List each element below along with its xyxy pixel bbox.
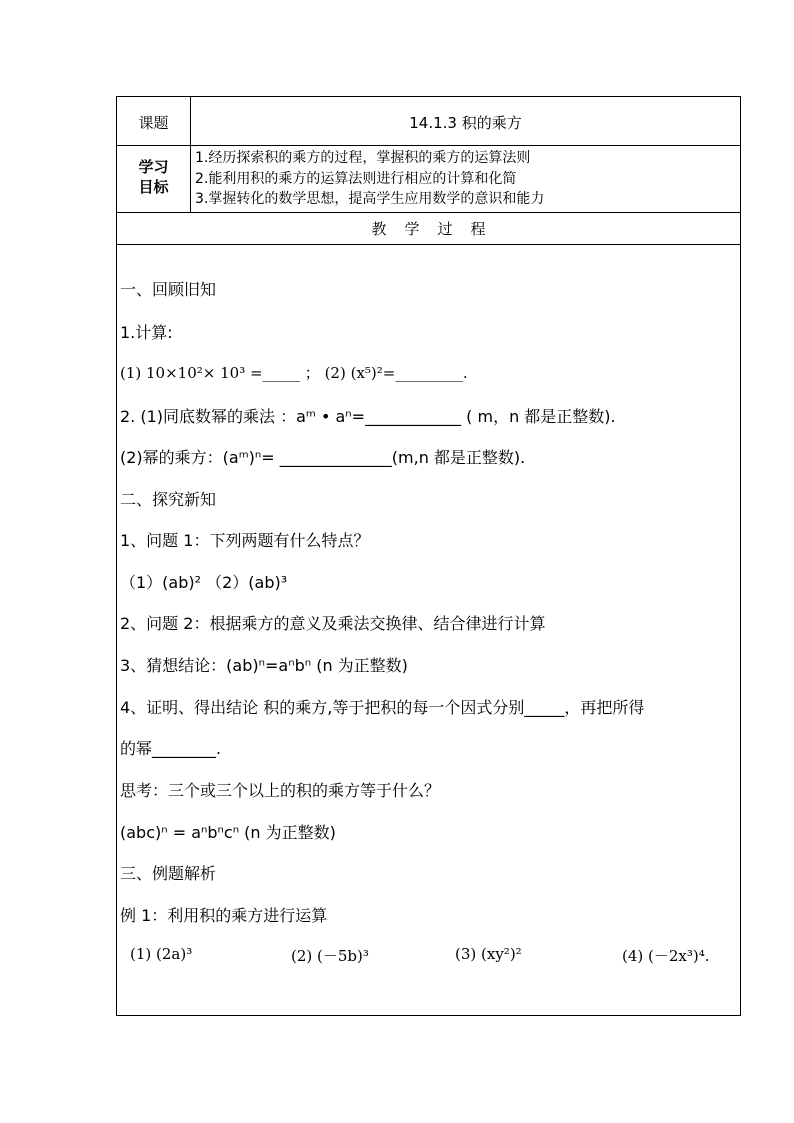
column-divider xyxy=(190,97,191,212)
goals-label-line-2: 目标 xyxy=(138,178,169,196)
section-examples-heading: 三、例题解析 xyxy=(120,864,217,883)
body-line: 3、猜想结论：(ab)ⁿ=aⁿbⁿ (n 为正整数) xyxy=(120,656,408,675)
body-line: 1.计算: xyxy=(120,323,173,342)
body-line: 4、证明、得出结论 积的乘方,等于把积的每一个因式分别_____，再把所得 xyxy=(120,698,645,717)
example-item: (2) (－5b)³ xyxy=(291,947,369,965)
lesson-table xyxy=(116,96,741,1016)
title-label: 课题 xyxy=(138,114,169,132)
body-line: （1）(ab)² （2）(ab)³ xyxy=(120,573,288,592)
goals-list xyxy=(195,148,544,210)
body-line: 思考：三个或三个以上的积的乘方等于什么？ xyxy=(120,781,441,800)
process-row xyxy=(117,212,740,245)
body-line: 2. (1)同底数幂的乘法 ：aᵐ • aⁿ=____________ ( m，n 都是正整数). xyxy=(120,407,616,426)
title-row xyxy=(117,97,740,146)
body-line: (2)幂的乘方：(aᵐ)ⁿ= ______________(m,n 都是正整数). xyxy=(120,448,526,467)
goal-item: 1.经历探索积的乘方的过程，掌握积的乘方的运算法则 xyxy=(195,150,531,166)
process-heading: 教学过程 xyxy=(371,220,504,238)
lesson-title: 14.1.3 积的乘方 xyxy=(409,114,522,132)
body-line: (abc)ⁿ = aⁿbⁿcⁿ (n 为正整数) xyxy=(120,823,336,842)
goals-label xyxy=(117,157,190,197)
body-line: 例 1：利用积的乘方进行运算 xyxy=(120,906,328,925)
example-item: (3) (xy²)² xyxy=(455,945,522,963)
example-item: (4) (－2x³)⁴. xyxy=(622,947,710,965)
goal-item: 2.能利用积的乘方的运算法则进行相应的计算和化简 xyxy=(195,170,517,187)
goals-label-line-1: 学习 xyxy=(138,158,169,176)
goal-item: 3.掌握转化的数学思想，提高学生应用数学的意识和能力 xyxy=(195,191,545,207)
body-line: (1) 10×10²× 10³ =_____ ； (2) (x⁵)²=_________. xyxy=(120,364,468,382)
body-line: 2、问题 2：根据乘方的意义及乘法交换律、结合律进行计算 xyxy=(120,614,546,633)
section-review-heading: 一、回顾旧知 xyxy=(120,280,217,299)
body-line: 的幂________. xyxy=(120,739,222,758)
section-explore-heading: 二、探究新知 xyxy=(120,490,217,509)
example-item: (1) (2a)³ xyxy=(130,945,193,963)
goals-row xyxy=(117,145,740,213)
body-line: 1、问题 1：下列两题有什么特点？ xyxy=(120,531,370,550)
